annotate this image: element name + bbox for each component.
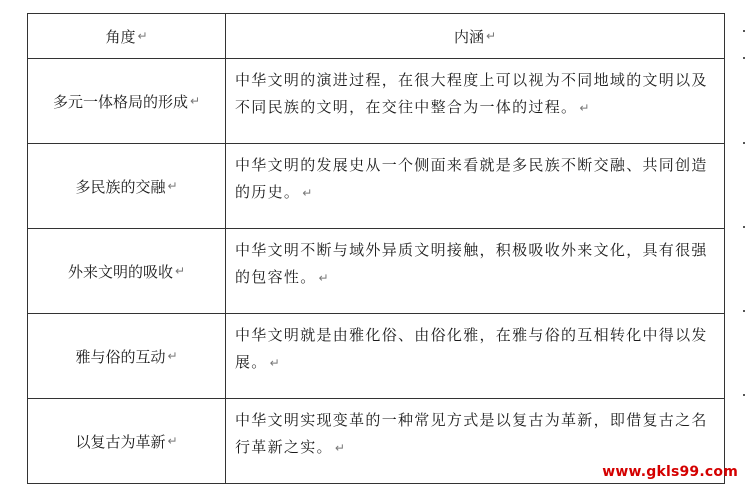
row-end-marker	[743, 310, 745, 312]
content-table	[27, 13, 725, 484]
table-row	[28, 314, 725, 399]
row-end-marker	[743, 57, 745, 59]
paragraph-mark-icon: ↵	[167, 434, 178, 448]
paragraph-mark-icon: ↵	[302, 186, 314, 200]
meaning-text: 中华文明的演进过程，在很大程度上可以视为不同地域的文明以及不同民族的文明，在交往中整合为一体的过程。	[235, 71, 708, 116]
aspect-text: 外来文明的吸收	[67, 262, 173, 281]
header-cell-meaning	[226, 14, 725, 58]
site-watermark: www.gkls99.com	[602, 464, 738, 480]
aspect-cell	[28, 144, 226, 228]
row-end-marker	[743, 226, 745, 228]
paragraph-mark-icon: ↵	[485, 29, 497, 43]
table-row	[28, 59, 725, 144]
table-row	[28, 229, 725, 314]
header-cell-aspect	[28, 14, 226, 58]
paragraph-mark-icon: ↵	[174, 264, 186, 278]
header-aspect-label: 角度	[105, 27, 136, 46]
row-end-marker	[743, 30, 745, 32]
meaning-cell	[226, 229, 725, 313]
paragraph-mark-icon: ↵	[334, 441, 347, 455]
paragraph-mark-icon: ↵	[167, 179, 178, 193]
meaning-cell	[226, 314, 725, 398]
aspect-cell	[28, 229, 226, 313]
aspect-cell	[28, 314, 226, 398]
aspect-text: 多元一体格局的形成	[52, 92, 188, 111]
meaning-cell	[226, 59, 725, 143]
table-row	[28, 144, 725, 229]
paragraph-mark-icon: ↵	[137, 29, 148, 43]
paragraph-mark-icon: ↵	[167, 349, 178, 363]
row-end-marker	[743, 142, 745, 144]
aspect-text: 多民族的交融	[75, 177, 166, 196]
header-meaning-label: 内涵	[453, 27, 484, 46]
meaning-text: 中华文明的发展史从一个侧面来看就是多民族不断交融、共同创造的历史。	[235, 156, 708, 201]
meaning-text: 中华文明实现变革的一种常见方式是以复古为革新，即借复古之名行革新之实。	[235, 411, 708, 456]
row-end-marker	[743, 394, 745, 396]
aspect-cell	[28, 399, 226, 483]
aspect-text: 以复古为革新	[75, 432, 166, 451]
meaning-text: 中华文明就是由雅化俗、由俗化雅，在雅与俗的互相转化中得以发展。	[235, 326, 708, 371]
aspect-text: 雅与俗的互动	[75, 347, 166, 366]
aspect-cell	[28, 59, 226, 143]
paragraph-mark-icon: ↵	[269, 356, 281, 370]
meaning-cell	[226, 144, 725, 228]
paragraph-mark-icon: ↵	[318, 271, 330, 285]
meaning-text: 中华文明不断与域外异质文明接触，积极吸收外来文化，具有很强的包容性。	[235, 241, 708, 286]
paragraph-mark-icon: ↵	[579, 101, 591, 115]
table-header-row	[28, 14, 725, 59]
paragraph-mark-icon: ↵	[189, 94, 201, 108]
